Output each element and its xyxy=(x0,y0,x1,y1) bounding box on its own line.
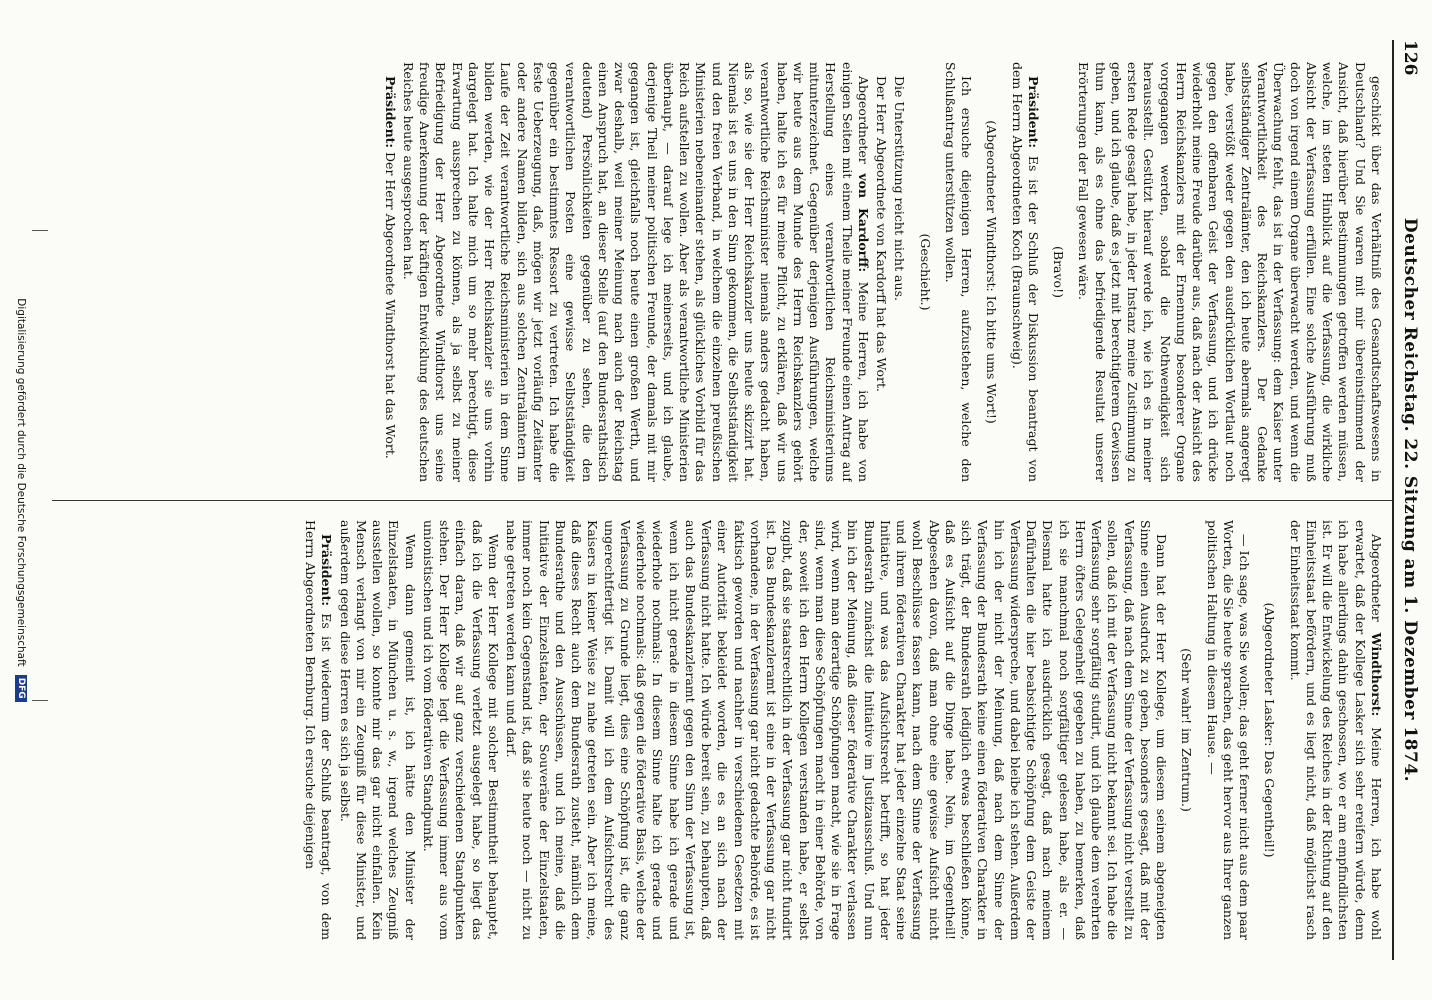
dfg-logo: DFG xyxy=(15,675,27,702)
credit-text: Digitalisierung gefördert durch die Deutsche Forschungsgemeinschaft xyxy=(15,298,27,667)
paragraph: Wenn der Herr Kollege mit solcher Bestimmtheit behauptet, daß ich die Verfassung verletzt ausgelegt habe, so liegt das einfach daran, daß wir auf ganz verschiedenen Standpunkten stehen. Der Herr Kollege legt die Verfassung immer aus vom unionistischen und ich vom föderativen Standpunkt. xyxy=(421,520,501,940)
paragraph: Der Herr Abgeordnete von Kardorff hat das Wort. xyxy=(874,76,890,392)
paragraph: Wenn dann gemeint ist, ich hätte den Minister der Einzelstaaten, in München u. s. w., irgend welches Zeugniß ausstellen wollen, so konnte mir das gar nicht einfallen. Kein Mensch verlangt von mir ein Zeugniß für diese Minister, und außerdem gegen diese Herren es sich ja selbst. xyxy=(337,520,418,940)
interjection: (Sehr wahr! im Zentrum.) xyxy=(1179,648,1195,812)
page-number: 126 xyxy=(1400,40,1420,76)
paragraph: Präsident: Der Herr Abgeordnete Windthorst hat das Wort. xyxy=(382,76,398,459)
interjection: (Geschieht.) xyxy=(917,233,933,311)
interjection: (Abgeordneter Lasker: Das Gegentheil!) xyxy=(1262,602,1278,858)
text-column-left xyxy=(62,62,1384,482)
paragraph: Präsident: Es ist wiederum der Schluß beantragt, von dem Herrn Abgeordneten Bernburg. Ich ersuche diejenigen xyxy=(303,520,335,940)
paragraph: Präsident: Es ist der Schluß der Diskussion beantragt von dem Herrn Abgeordneten Koch (Braunschweig). xyxy=(1009,62,1041,482)
paragraph: Abgeordneter von Kardorff: Meine Herren, ich habe von einigen Seiten mit einem Theile meiner Freunde einen Antrag auf Herstellung eines verantwortlichen Reichsministeriums mitunterzeichnet. Gegenüber derjenigen Ausführungen, welche wir heute aus dem Munde des Herrn Reichskanzlers gehört haben, halte ich es für meine Pflicht, zu erklären, daß wir uns verantwortliche Reichsminister niemals anders gedacht haben, als so, wie sie der Herr Reichskanzler uns heute skizzirt hat. Niemals ist es uns in den Sinn gekommen, die Selbstständigkeit und den freien Verband, in welchem die einzelnen preußischen Ministerien nebeneinander stehen, als glückliches Vorbild für das Reich aufstellen zu wollen. Aber als verantwortliche Ministerien überhaupt, — darauf lege ich meinerseits, und ich glaube, derjenige Theil meiner politischen Freunde, der damals mit mir gegangen ist, gleichfalls noch heute einen großen Werth, und zwar deshalb, weil meiner Meinung nach auch der Reichstag einen Anspruch hat, an dieser Stelle (auf den Bundesrathstisch deutend) Persönlichkeiten gegenüber zu sehen, die den verantwortlichen Posten eine gewisse Selbstständigkeit gegenüber ein bestimmtes Ressort zu vertreten. Ich habe die feste Ueberzeugung, daß, mögen wir jetzt vorläufig Zeitämter oder andere Namen bilden, sich aus solchen Zentralämtern im Laufe der Zeit verantwortliche Reichsministerien in dem Sinne bilden werden, wie der Herr Reichskanzler sie uns vorhin dargelegt hat. Ich halte mich um so mehr berechtigt, diese Erwartung aussprechen zu können, als ja selbst zu meiner Befriedigung der Herr Abgeordnete Windthorst uns seine freudige Anerkennung der kräftigen Entwicklung des deutschen Reiches heute ausgesprochen hat. xyxy=(401,62,871,482)
paragraph: Dann hat der Herr Kollege, um diesem seinem abgeneigten Sinne einen Ausdruck zu geben, besonders gesagt, daß mit der Verfassung, daß nach dem Sinne der Verfassung nicht verstellt zu sollen, daß ich mit der Verfassung nicht bekannt sei. Ich habe die Verfassung sehr sorgfältig studirt, und ich glaube dem verehrten Herrn öfters Gelegenheit gegeben zu haben, zu bemerken, daß ich sie manchmal noch sorgfältiger gelesen habe, als er. — Diesmal hatte ich ausdrücklich gesagt, daß nach meinem Dafürhalten die hier beabsichtigte Schöpfung dem Geiste der Verfassung widerspreche, und dabei bleibe ich stehen. Außerdem hin ich der nicht der Meinung, daß nach dem Sinne der Verfassung der Bundesrath keine einen föderativen Charakter in sich trägt, der Bundesrath lediglich etwas beschließen könne, daß es Aufsicht auf die Dinge habe. Nein, im Gegentheil! Abgesehen davon, daß man ohne eine gewisse Aufsicht nicht wohl Beschlüsse fassen kann, nach dem Sinne der Verfassung und ihrem föderativen Charakter hat jeder einzelne Staat seine Initiative, und was das Aufsichtsrecht betrifft, so hat jeder Bundesrath zunächst die Initiative im Justizausschuß. Und nun bin ich der Meinung, daß dieser föderative Charakter verlassen wird, wenn man derartige Schöpfungen macht, wie sie in Frage sind, wenn man diese Schöpfungen macht in einer Behörde, von der, soweit ich den Herrn Kollegen verstanden habe, er selbst zugibt, daß sie staatsrechtlich in der Verfassung gar nicht fundirt ist. Das Bundeskanzleramt ist eine in der Verfassung gar nicht vorhandene, in der Verfassung gar nicht gedachte Behörde, es ist faktisch geworden und nachher in verschiedenen Gesetzen mit einer Autorität bekleidet worden, die es an sich nach der Verfassung nicht hatte. Ich würde bereit sein, zu behaupten, daß auch das Bundeskanzleramt gegen den Sinn der Verfassung ist, wenn ich nicht gerade in diesem Sinne habe ich gerade und wiederhole nochmals: In diesem Sinne halte ich gerade und wiederhole nochmals: daß gegen die föderative Basis, welche der Verfassung zu Grunde liegt, dies eine Schöpfung ist, die ganz ungerechtfertigt ist. Damit will ich dem Aufsichtsrecht des Kaisers in keiner Weise zu nahe getreten sein. Aber ich meine, daß dieses Recht auch dem Bundesrath zusteht, nämlich dem Bundesrathe und den Ausschüssen, und ich meine, daß die Initiative der Einzelstaaten, der Souveräne der Einzelstaaten, immer noch kein Gegenstand ist, daß sie heute noch — nicht zu nahe getreten werden kann und darf. xyxy=(504,520,1170,940)
paragraph: geschickt über das Verhältniß des Gesandtschaftswesens in Deutschland? Und Sie waren mit mir übereinstimmend der Ansicht, daß hierüber Bestimmungen getroffen werden müssen, welche, im steten Hinblick auf die Verfassung, die wirkliche Absicht der Verfassung erfüllen. Eine solche Ausführung muß doch von irgend einem Organe überwacht werden, und wenn die Überwachung fehlt, das ist in der Verfassung: dem Kaiser unter Verantwortlichkeit des Reichskanzlers. Der Gedanke selbstständiger Zentralämter, den ich heute abermals angeregt habe, verstößt weder gegen den ausdrücklichen Wortlaut noch gegen den offenbaren Geist der Verfassung, und ich drücke wiederholt meine Freude darüber aus, daß nach der Ansicht des Herrn Reichskanzlers mit der Ernennung besonderer Organe vorgegangen werden, sobald die Nothwendigkeit sich herausstellt. Gestützt hierauf werde ich, wie ich es in meiner ersten Rede gesagt habe, in jeder Instanz meine Zustimmung zu geben, und ich glaube, daß es jetzt mit berechtigterem Gewissen thun kann, als es ohne das befriedigende Resultat unserer Erörterungen der Fall gewesen wäre. xyxy=(1076,62,1384,482)
text-column-right xyxy=(62,520,1384,940)
paragraph: Die Unterstützung reicht nicht aus. xyxy=(892,76,908,301)
paragraph: Abgeordneter Windthorst: Meine Herren, ich habe wohl erwartet, daß der Kollege Lasker sich sehr ereifern würde, denn ich habe allerdings dahin geschossen, wo er am empfindlichsten ist. Er will die Entwickelung des Reiches in der Richtung auf den Einheitsstaat befördern, und es liegt nicht, daß möglichst rasch der Einheitsstaat kommt. xyxy=(1287,520,1384,940)
scan-mark xyxy=(32,700,48,701)
column-divider xyxy=(52,500,1392,501)
paragraph: Ich ersuche diejenigen Herren, aufzustehen, welche den Schlußantrag unterstützen wollen. xyxy=(943,62,975,482)
page-header xyxy=(1392,40,1424,960)
interjection: (Bravo!) xyxy=(1051,246,1067,298)
digitization-credit xyxy=(10,0,32,1000)
interjection: (Abgeordneter Windthorst: Ich bitte ums Wort!) xyxy=(984,120,1000,424)
page-title: Deutscher Reichstag. 22. Sitzung am 1. Dezember 1874. xyxy=(1400,217,1420,783)
paragraph: — Ich sage, was Sie wollen; das geht ferner nicht aus dem paar Worten, die Sie heute sprachen, das geht hervor aus Ihrer ganzen politischen Haltung in diesem Hause. — xyxy=(1204,520,1253,940)
scan-mark xyxy=(32,230,48,231)
